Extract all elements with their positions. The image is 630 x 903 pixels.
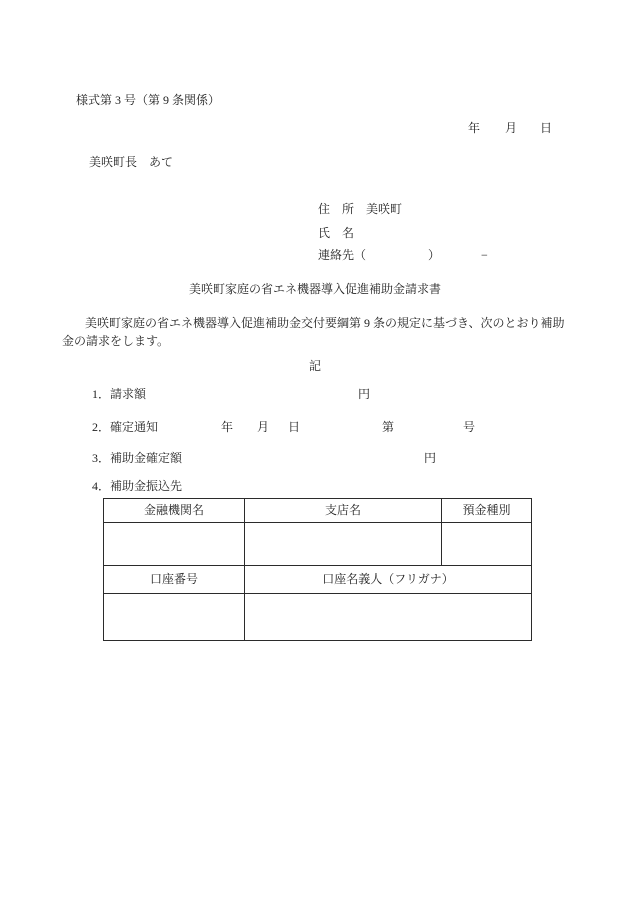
account-number-cell <box>104 594 245 641</box>
item1-yen-label: 円 <box>358 387 371 401</box>
document-title: 美咲町家庭の省エネ機器導入促進補助金請求書 <box>188 282 441 296</box>
item2-label: 2．確定通知 <box>92 420 159 434</box>
form-number: 様式第 3 号（第 9 条関係） <box>76 93 221 107</box>
body-paragraph: 美咲町家庭の省エネ機器導入促進補助金交付要綱第 9 条の規定に基づき、次のとおり補助金の請求をします。 <box>62 316 565 348</box>
deposit-type-cell <box>442 523 532 566</box>
account-holder-cell <box>245 594 532 641</box>
bank-table-header-row <box>104 499 532 523</box>
branch-name-cell <box>245 523 442 566</box>
item2-month-label: 月 <box>257 420 270 434</box>
financial-institution-header: 金融機関名 <box>104 499 245 523</box>
item4-label: 4．補助金振込先 <box>92 479 183 493</box>
contact-close-paren: ） <box>428 248 441 262</box>
item2-number-prefix: 第 <box>382 420 395 434</box>
date-year-label: 年 <box>468 121 481 135</box>
item3-label: 3．補助金確定額 <box>92 451 183 465</box>
bank-transfer-table <box>103 498 532 641</box>
bank-table-entry-row <box>104 523 532 566</box>
account-holder-header: 口座名義人（フリガナ） <box>245 566 532 594</box>
branch-name-header: 支店名 <box>245 499 442 523</box>
contact-dash: − <box>481 248 488 262</box>
date-month-label: 月 <box>505 121 518 135</box>
item1-label: 1．請求額 <box>92 387 147 401</box>
financial-institution-cell <box>104 523 245 566</box>
date-day-label: 日 <box>540 121 553 135</box>
record-marker: 記 <box>308 359 321 373</box>
account-header-row <box>104 566 532 594</box>
item2-number-suffix: 号 <box>463 420 476 434</box>
applicant-name-line: 氏 名 <box>318 226 355 240</box>
deposit-type-header: 預金種別 <box>442 499 532 523</box>
item2-year-label: 年 <box>221 420 234 434</box>
account-number-header: 口座番号 <box>104 566 245 594</box>
item3-yen-label: 円 <box>424 451 437 465</box>
applicant-address-line: 住 所 美咲町 <box>318 202 403 216</box>
addressee-line: 美咲町長 あて <box>89 155 174 169</box>
account-entry-row <box>104 594 532 641</box>
contact-label-open-paren: 連絡先（ <box>318 248 367 262</box>
item2-day-label: 日 <box>288 420 301 434</box>
